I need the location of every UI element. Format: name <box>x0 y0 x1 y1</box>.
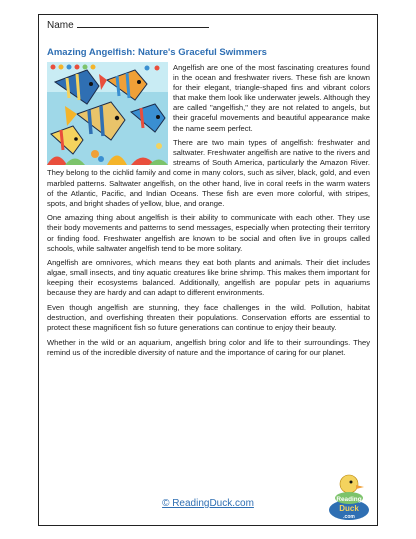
name-field <box>47 18 209 31</box>
paragraph-4: Angelfish are omnivores, which means they eat both plants and animals. Their diet includes algae, small insects, and tiny aquatic creatures like brine shrimp. This makes them important for keeping their ecosystems balanced. Additionally, angelfish are popular pets in aquariums because they are hardy and can adapt to different environments. <box>47 258 370 298</box>
paragraph-5: Even though angelfish are stunning, they face challenges in the wild. Pollution, habitat destruction, and overfishing threaten their populations. Conservation efforts are essential to protect these magnificent fish so future generations can continue to enjoy their beauty. <box>47 303 370 333</box>
image-float-spacer <box>47 63 173 166</box>
name-label: Name <box>47 20 74 31</box>
logo-text-com: .com <box>343 514 355 520</box>
paragraph-1: Angelfish are one of the most fascinating creatures found in the ocean and freshwater rivers. These fish are known for their elegant, triangle-shaped fins and vibrant colors that make them look like underwater jewels. Although they are called "angelfish," they are not related to angels, but their graceful movements and beautiful appearance make the name seem perfect. <box>173 63 370 133</box>
readingduck-link[interactable]: © ReadingDuck.com <box>162 498 254 509</box>
article-title: Amazing Angelfish: Nature's Graceful Swimmers <box>47 47 267 58</box>
article-body <box>47 63 370 363</box>
logo-text-reading: Reading <box>336 496 362 503</box>
logo-text-duck: Duck <box>339 504 359 513</box>
paragraph-3: One amazing thing about angelfish is their ability to communicate with each other. They use their body movements and patterns to send messages, especially when protecting their territory or finding food. Freshwater angelfish are known to be social and often live in groups called schools, while saltwater angelfish tend to be more solitary. <box>47 213 370 253</box>
paragraph-2: There are two main types of angelfish: freshwater and saltwater. Freshwater angelfish are native to the rivers and streams of South America, particularly the Amazon River. They belong to the cichlid family and come in many colors, such as silver, black, gold, and even marbled patterns. Saltwater angelfish, on the other hand, live in coral reefs in the warm waters of the Atlantic, Pacific, and Indian Oceans. These fish are even more colorful, with stripes, spots, and bright shades of yellow, blue, and orange. <box>47 138 370 208</box>
paragraph-6: Whether in the wild or an aquarium, angelfish bring color and life to their surroundings. They remind us of the incredible diversity of nature and the importance of caring for our planet. <box>47 337 370 357</box>
name-blank-line[interactable] <box>77 18 209 28</box>
readingduck-logo <box>327 470 371 522</box>
